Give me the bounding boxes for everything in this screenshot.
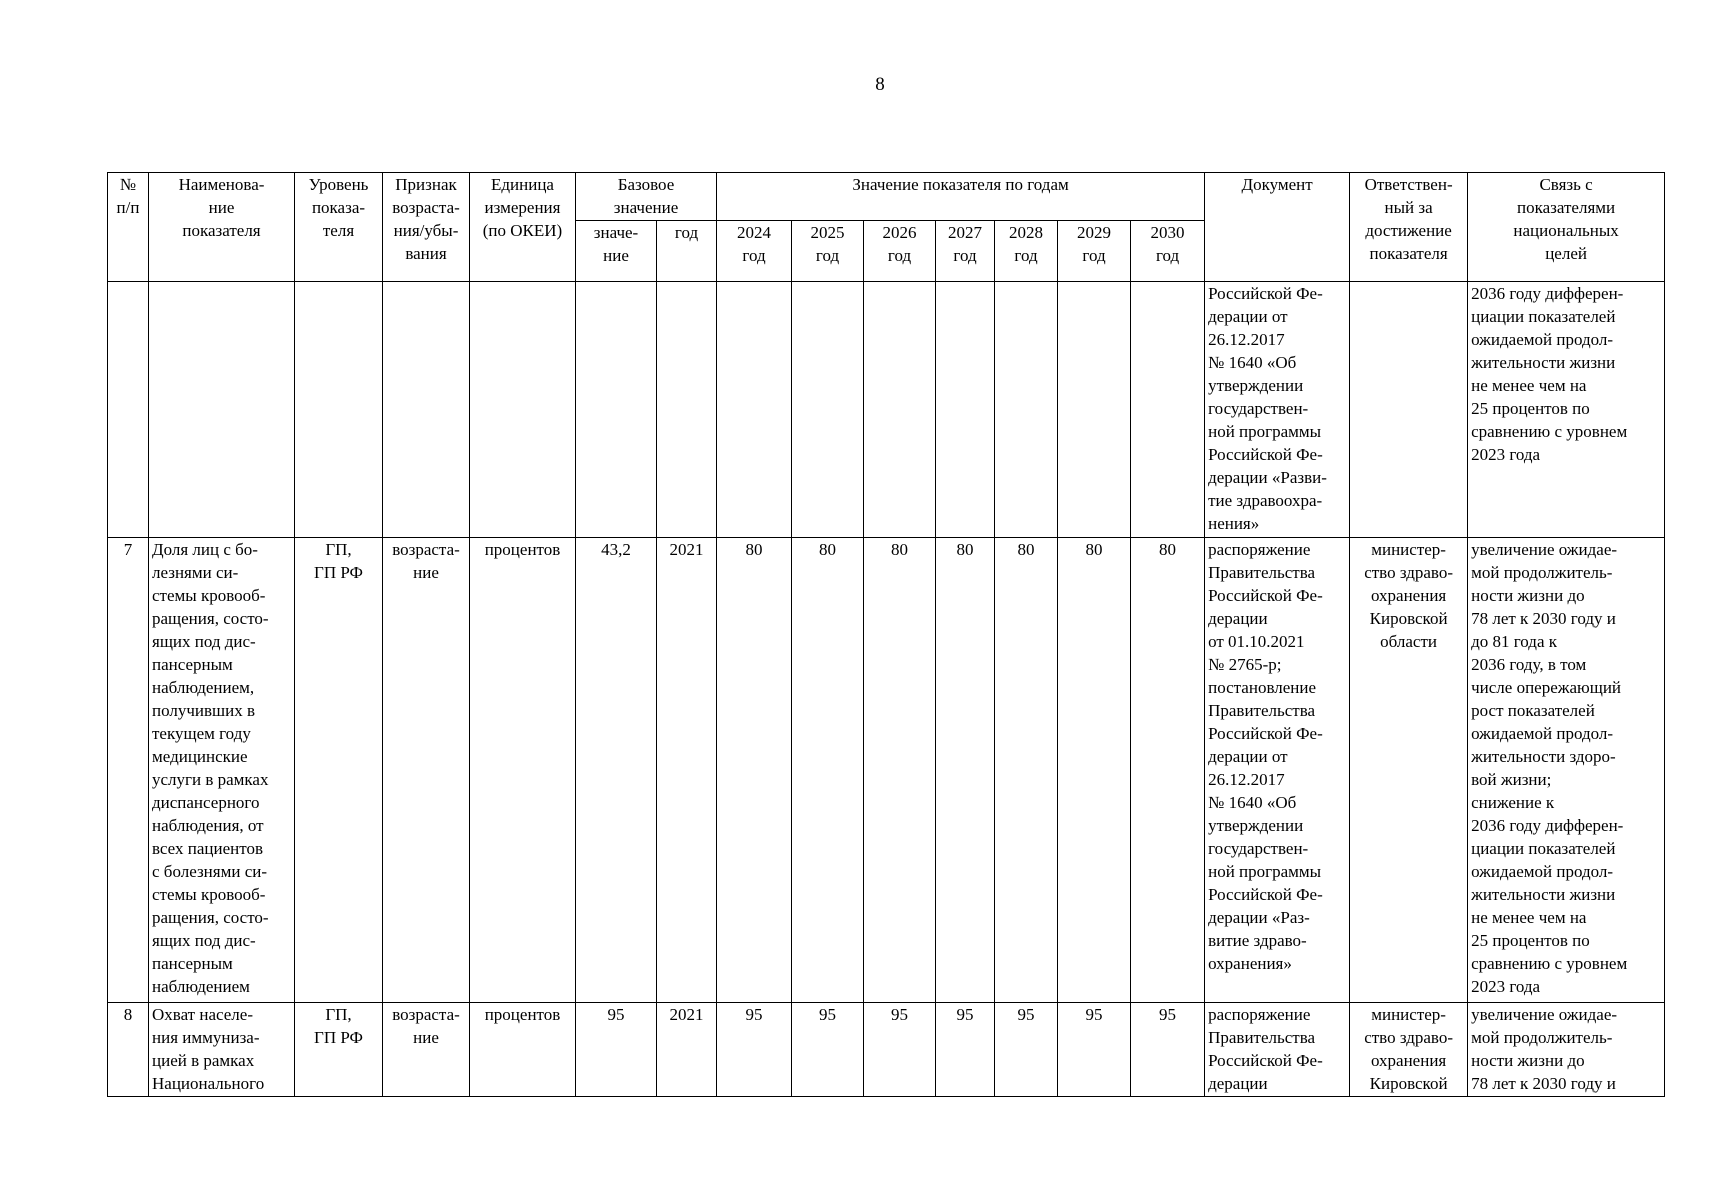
cell-base-year: 2021 (657, 1003, 717, 1097)
header-year-2030: 2030 год (1131, 221, 1205, 282)
header-link: Связь с показателями национальных целей (1468, 173, 1665, 282)
cell-value-2029: 95 (1058, 1003, 1131, 1097)
cell-base-value: 95 (576, 1003, 657, 1097)
table-row (108, 538, 1665, 1003)
indicators-table (107, 172, 1665, 1097)
cell-document: Российской Фе- дерации от 26.12.2017 № 1640 «Об утверждении государствен- ной программы Российской Фе- дерации «Разви- тие здравоохра- нения» (1205, 282, 1350, 538)
cell-num: 7 (108, 538, 149, 1003)
cell-value-2028: 80 (995, 538, 1058, 1003)
cell-responsible: министер- ство здраво- охранения Кировской (1350, 1003, 1468, 1097)
cell-value-2026 (864, 282, 936, 538)
cell-level: ГП, ГП РФ (295, 1003, 383, 1097)
header-unit: Единица измерения (по ОКЕИ) (470, 173, 576, 282)
header-year-2025: 2025 год (792, 221, 864, 282)
header-document: Документ (1205, 173, 1350, 282)
header-values-by-years: Значение показателя по годам (717, 173, 1205, 221)
cell-unit: процентов (470, 538, 576, 1003)
page-number: 8 (875, 74, 885, 95)
header-year-2027: 2027 год (936, 221, 995, 282)
cell-sign: возраста- ние (383, 1003, 470, 1097)
cell-value-2028: 95 (995, 1003, 1058, 1097)
cell-value-2030 (1131, 282, 1205, 538)
cell-value-2030: 80 (1131, 538, 1205, 1003)
cell-link: увеличение ожидае- мой продолжитель- ности жизни до 78 лет к 2030 году и (1468, 1003, 1665, 1097)
cell-name: Охват населе- ния иммуниза- цией в рамках Национального (149, 1003, 295, 1097)
cell-base-year (657, 282, 717, 538)
header-name: Наименова- ние показателя (149, 173, 295, 282)
cell-base-value: 43,2 (576, 538, 657, 1003)
cell-unit: процентов (470, 1003, 576, 1097)
cell-responsible: министер- ство здраво- охранения Кировской области (1350, 538, 1468, 1003)
cell-value-2024 (717, 282, 792, 538)
cell-num: 8 (108, 1003, 149, 1097)
cell-value-2025 (792, 282, 864, 538)
header-year-2026: 2026 год (864, 221, 936, 282)
cell-base-value (576, 282, 657, 538)
cell-value-2029: 80 (1058, 538, 1131, 1003)
cell-value-2025: 95 (792, 1003, 864, 1097)
cell-sign: возраста- ние (383, 538, 470, 1003)
cell-value-2027: 95 (936, 1003, 995, 1097)
header-responsible: Ответствен- ный за достижение показателя (1350, 173, 1468, 282)
table-row (108, 1003, 1665, 1097)
cell-value-2026: 80 (864, 538, 936, 1003)
cell-value-2030: 95 (1131, 1003, 1205, 1097)
cell-value-2029 (1058, 282, 1131, 538)
header-year-2028: 2028 год (995, 221, 1058, 282)
cell-link: 2036 году дифферен- циации показателей ожидаемой продол- жительности жизни не менее чем на 25 процентов по сравнению с уровнем 2023 года (1468, 282, 1665, 538)
cell-value-2027 (936, 282, 995, 538)
header-year-2029: 2029 год (1058, 221, 1131, 282)
header-base-value: значе- ние (576, 221, 657, 282)
cell-document: распоряжение Правительства Российской Фе- дерации от 01.10.2021 № 2765-р; постановление Правительства Российской Фе- дерации от 26.12.2017 № 1640 «Об утверждении государствен- ной программы Российской Фе- дерации «Раз- витие здраво- охранения» (1205, 538, 1350, 1003)
cell-document: распоряжение Правительства Российской Фе- дерации (1205, 1003, 1350, 1097)
cell-name (149, 282, 295, 538)
header-num: № п/п (108, 173, 149, 282)
header-row-top (108, 173, 1665, 221)
cell-unit (470, 282, 576, 538)
cell-level: ГП, ГП РФ (295, 538, 383, 1003)
cell-level (295, 282, 383, 538)
cell-num (108, 282, 149, 538)
cell-base-year: 2021 (657, 538, 717, 1003)
header-level: Уровень показа- теля (295, 173, 383, 282)
cell-value-2024: 80 (717, 538, 792, 1003)
header-sign: Признак возраста- ния/убы- вания (383, 173, 470, 282)
cell-value-2026: 95 (864, 1003, 936, 1097)
cell-value-2025: 80 (792, 538, 864, 1003)
header-year-2024: 2024 год (717, 221, 792, 282)
cell-value-2027: 80 (936, 538, 995, 1003)
cell-value-2028 (995, 282, 1058, 538)
header-base-year: год (657, 221, 717, 282)
cell-link: увеличение ожидае- мой продолжитель- ности жизни до 78 лет к 2030 году и до 81 года к 2036 году, в том числе опережающий рост показателей ожидаемой продол- жительности здоро- вой жизни; снижение к 2036 году дифферен- циации показателей ожидаемой продол- жительности жизни не менее чем на 25 процентов по сравнению с уровнем 2023 года (1468, 538, 1665, 1003)
cell-sign (383, 282, 470, 538)
header-base: Базовое значение (576, 173, 717, 221)
cell-value-2024: 95 (717, 1003, 792, 1097)
cell-name: Доля лиц с бо- лезнями си- стемы кровооб- ращения, состо- ящих под дис- пансерным наблюдением, получивших в текущем году медицинские услуги в рамках диспансерного наблюдения, от всех пациентов с болезнями си- стемы кровооб- ращения, состо- ящих под дис- пансерным наблюдением (149, 538, 295, 1003)
table-row (108, 282, 1665, 538)
cell-responsible (1350, 282, 1468, 538)
